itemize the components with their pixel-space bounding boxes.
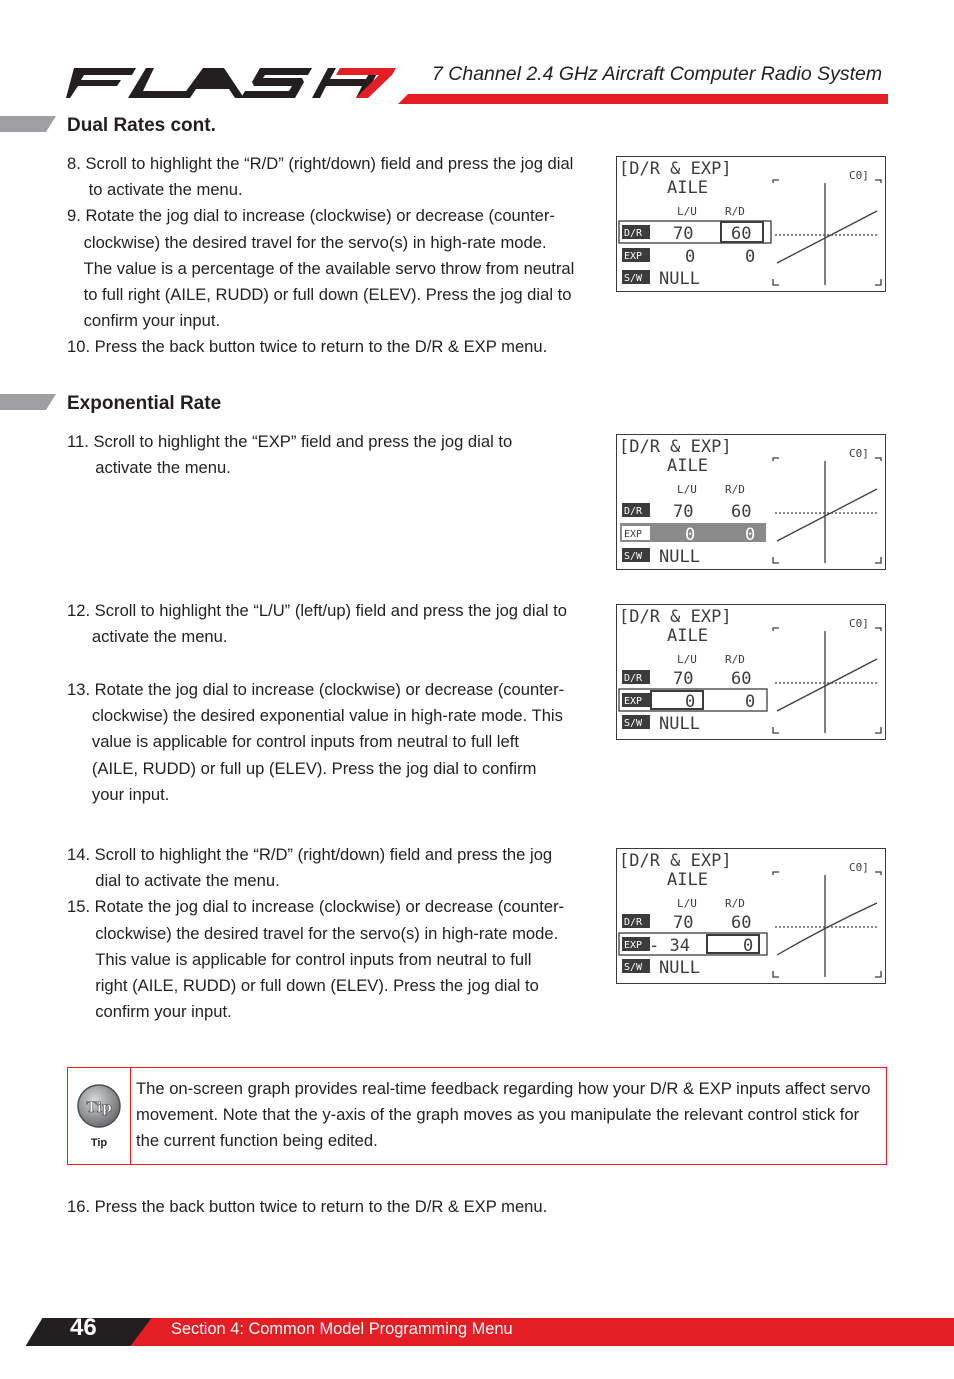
lcd-exp-rd: 0 xyxy=(745,525,756,545)
lcd-title: [D/R & EXP] xyxy=(619,159,732,179)
lcd-row-dr: D/R xyxy=(624,506,643,517)
lcd-col-rd: R/D xyxy=(725,205,745,218)
lcd-row-sw: S/W xyxy=(624,273,643,284)
section-tab-marker xyxy=(0,394,56,410)
lcd-row-dr: D/R xyxy=(624,917,643,928)
step-14: 14. Scroll to highlight the “R/D” (right/down) field and press the jog dial to activate the menu. xyxy=(67,845,553,891)
step-9: 9. Rotate the jog dial to increase (clockwise) or decrease (counter-clockwise) the desired travel for the servo(s) in high-rate mode. The value is a percentage of the available servo throw from neutral to full right (AILE, RUDD) or full down (ELEV). Press the jog dial to confirm your input. xyxy=(67,206,575,331)
tip-icon-text: Tip xyxy=(86,1100,112,1116)
lcd-row-sw: S/W xyxy=(624,962,643,973)
lcd-curve-graph xyxy=(773,458,881,563)
lcd-row-exp: EXP xyxy=(624,529,643,540)
lcd-col-lu: L/U xyxy=(677,483,697,496)
step-11-block xyxy=(67,429,557,481)
lcd-row-sw: S/W xyxy=(624,551,643,562)
step-13-block xyxy=(67,677,567,808)
steps-8-10 xyxy=(67,151,579,361)
lcd-exp-rd: 0 xyxy=(743,936,754,956)
lcd-dr-rd: 60 xyxy=(731,669,752,689)
step-13: 13. Rotate the jog dial to increase (clockwise) or decrease (counter-clockwise) the desired exponential value in high-rate mode. This value is applicable for control inputs from neutral to full left (AILE, RUDD) or full up (ELEV). Press the jog dial to confirm your input. xyxy=(67,680,565,804)
lcd-title: [D/R & EXP] xyxy=(619,437,732,457)
tip-icon-column xyxy=(68,1068,131,1164)
lcd-row-exp: EXP xyxy=(624,696,643,707)
lcd-col-rd: R/D xyxy=(725,653,745,666)
lcd-col-lu: L/U xyxy=(677,897,697,910)
lcd-channel: AILE xyxy=(667,870,708,890)
lcd-dr-rd: 60 xyxy=(731,224,752,244)
step-12: 12. Scroll to highlight the “L/U” (left/up) field and press the jog dial to activate the menu. xyxy=(67,601,567,647)
tip-icon xyxy=(68,1068,130,1164)
lcd-curve-graph xyxy=(773,180,881,285)
tip-box xyxy=(67,1067,887,1165)
lcd-channel: AILE xyxy=(667,626,708,646)
lcd-row-sw: S/W xyxy=(624,718,643,729)
lcd-curve-graph xyxy=(773,872,881,977)
step-12-block xyxy=(67,598,567,650)
step-11: 11. Scroll to highlight the “EXP” field and press the jog dial to activate the menu. xyxy=(67,432,513,478)
lcd-row-exp: EXP xyxy=(624,940,643,951)
lcd-dr-lu: 70 xyxy=(673,913,694,933)
step-10: 10. Press the back button twice to return to the D/R & EXP menu. xyxy=(67,337,548,357)
lcd-row-dr: D/R xyxy=(624,673,643,684)
lcd-curve-graph xyxy=(773,628,881,733)
lcd-title: [D/R & EXP] xyxy=(619,851,732,871)
lcd-dr-rd: 60 xyxy=(731,913,752,933)
page-number: 46 xyxy=(70,1314,97,1341)
step-15: 15. Rotate the jog dial to increase (clockwise) or decrease (counter-clockwise) the desired travel for the servo(s) in high-rate mode. This value is applicable for control inputs from neutral to full right (AILE, RUDD) or full down (ELEV). Press the jog dial to confirm your input. xyxy=(67,897,565,1022)
lcd-dr-lu: 70 xyxy=(673,669,694,689)
section-title-exponential-rate: Exponential Rate xyxy=(67,393,222,414)
lcd-screen-exp-rd-highlight xyxy=(616,848,886,984)
lcd-col-lu: L/U xyxy=(677,205,697,218)
lcd-switch: NULL xyxy=(659,958,700,978)
lcd-screen-exp-highlight xyxy=(616,434,886,570)
lcd-slot: C0] xyxy=(849,617,869,630)
lcd-col-rd: R/D xyxy=(725,483,745,496)
lcd-exp-lu: 0 xyxy=(685,525,696,545)
lcd-dr-lu: 70 xyxy=(673,224,694,244)
lcd-col-lu: L/U xyxy=(677,653,697,666)
steps-14-15 xyxy=(67,842,567,1025)
tip-text: The on-screen graph provides real-time feedback regarding how your D/R & EXP inputs affect servo movement. Note that the y-axis of the graph moves as you manipulate the relevant control stick for the current function being edited. xyxy=(136,1079,871,1151)
lcd-switch: NULL xyxy=(659,714,700,734)
lcd-row-exp: EXP xyxy=(624,251,643,262)
lcd-screen-exp-lu-highlight xyxy=(616,604,886,740)
lcd-channel: AILE xyxy=(667,456,708,476)
step-16: 16. Press the back button twice to return to the D/R & EXP menu. xyxy=(67,1197,548,1216)
lcd-exp-lu: - 34 xyxy=(649,936,690,956)
flash7-logo xyxy=(66,62,396,104)
step-16-block xyxy=(67,1194,667,1220)
lcd-dr-lu: 70 xyxy=(673,502,694,522)
lcd-slot: C0] xyxy=(849,861,869,874)
step-8: 8. Scroll to highlight the “R/D” (right/down) field and press the jog dial to activate the menu. xyxy=(67,154,574,200)
section-tab-marker xyxy=(0,116,56,132)
lcd-exp-lu: 0 xyxy=(685,692,696,712)
lcd-switch: NULL xyxy=(659,269,700,289)
lcd-exp-rd: 0 xyxy=(745,692,756,712)
lcd-slot: C0] xyxy=(849,169,869,182)
lcd-dr-rd: 60 xyxy=(731,502,752,522)
lcd-col-rd: R/D xyxy=(725,897,745,910)
lcd-screen-dr-rd-highlight xyxy=(616,156,886,292)
document-subtitle: 7 Channel 2.4 GHz Aircraft Computer Radio System xyxy=(432,63,883,85)
footer-section-title: Section 4: Common Model Programming Menu xyxy=(171,1320,513,1338)
lcd-exp-rd: 0 xyxy=(745,247,756,267)
lcd-exp-lu: 0 xyxy=(685,247,696,267)
header-accent-bar xyxy=(398,91,888,101)
lcd-title: [D/R & EXP] xyxy=(619,607,732,627)
lcd-row-dr: D/R xyxy=(624,228,643,239)
lcd-switch: NULL xyxy=(659,547,700,567)
lcd-slot: C0] xyxy=(849,447,869,460)
section-title-dual-rates: Dual Rates cont. xyxy=(67,115,216,136)
tip-label: Tip xyxy=(90,1137,108,1149)
lcd-channel: AILE xyxy=(667,178,708,198)
